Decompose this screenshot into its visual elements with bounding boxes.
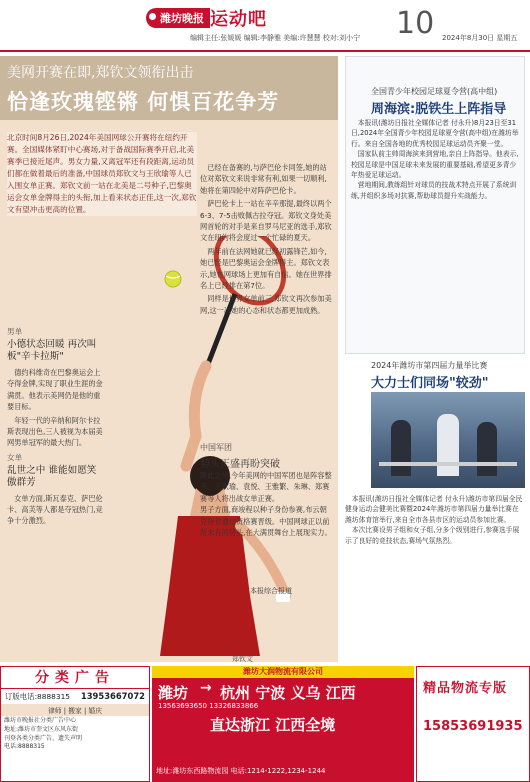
- paragraph: 本报讯(潍坊日报社全媒体记者 付永升)潍坊市第四届全民健身运动会健美比赛暨2024年潍坊市第四届力量举比赛在潍坊体育馆举行,来自全市各县市区的运动员参加比赛。: [345, 495, 523, 524]
- news-headline: 大力士们同场"较劲": [371, 376, 489, 391]
- feature-lede: 北京时间8月26日,2024年美国网球公开赛将在纽约开赛。全国媒体紧盯中心赛场,对于备战国际赛季开启,北美赛季已接近尾声。男女力量,又离冠军还有段距离,运动员们都在做着最后的准备,中国球员郑钦文与王欣瑜等人已入围女单正赛。郑钦文前一站在北美是二号种子,巴黎奥运会女单金牌得主的头衔,加上看来状态正佳,这一次,郑钦文有望冲击更高的位置。: [7, 133, 197, 214]
- special-ad-phone: 15853691935: [423, 719, 523, 734]
- person-figure: [477, 422, 497, 476]
- ad-line: 刊登各类分类广告、遗失声明: [4, 734, 83, 742]
- ad-address: 地址:潍坊东西路物流园 电话:1214-1222,1234-1244: [156, 767, 326, 775]
- destination-cities: 杭州 宁波 义乌 江西: [220, 684, 356, 702]
- section-tag: 女单: [7, 452, 23, 462]
- ad-line: 地址:潍坊市奎文区东风东街: [4, 725, 79, 733]
- hotline-label: 订版电话:8888315: [5, 692, 70, 701]
- feature-headline: 恰逢玫瑰铿锵 何惧百花争芳: [7, 90, 280, 114]
- special-ad-title: 精品物流专版: [423, 681, 508, 696]
- masthead: [0, 0, 530, 52]
- paragraph: 营地期间,教练组针对球员的技战术特点开展了系统训练,并组织多场对抗赛,帮助球员提升实战能力。: [351, 181, 517, 200]
- logistics-special-ad: [416, 666, 530, 782]
- issue-date: 2024年8月30日 星期五: [442, 34, 518, 42]
- paragraph: 同样是世界女单前三,郑钦文再次参加美网,这一次她的心态和状态都更加成熟。: [200, 294, 332, 315]
- origin-city: 潍坊: [158, 684, 189, 702]
- subsection-kicker: 中国军团: [200, 443, 232, 452]
- paragraph: 萨巴伦卡上一站在辛辛那提,最终以两个6-3、7-5击败佩古拉夺冠。郑钦文身处美网首轮的对手是来自罗马尼亚的选手,郑钦文在纽约将会度过一个忙碌的夏天。: [200, 199, 332, 243]
- ad-line: 电话:8888315: [4, 743, 45, 751]
- staff-credits: 编辑主任:张媛媛 编辑:李静雅 美编:许慧慧 校对:刘小宁: [190, 34, 361, 42]
- paragraph: 除此之外,今年美网的中国军团也是阵容整齐。王欣瑜、袁悦、王雅繁、朱琳、郑赛赛等人将出战女单正赛。: [200, 471, 332, 503]
- sub-headline: 乱世之中 谁能如愿笑傲群芳: [7, 464, 97, 488]
- ad-line: 潍坊市晚报社分类广告中心: [4, 717, 77, 724]
- feature-article: [0, 56, 338, 662]
- news-kicker: 全国青少年校园足球夏令营(高中组): [371, 87, 498, 96]
- headline-band: [0, 56, 338, 120]
- person-figure: [391, 420, 411, 476]
- sub-headline: 小德状态回暖 再次叫板"辛卡拉斯": [7, 339, 97, 363]
- news-headline: 周海滨:脱铁生上阵指导: [371, 102, 507, 117]
- classified-categories: 律师 | 搬家 | 婚庆: [1, 704, 149, 716]
- paragraph: 两年前在法网她就已经初露锋芒,如今,她已经是巴黎奥运会金牌得主。郑钦文表示,她在网球场上更加有自信。她在世界排名上已经排在第7位。: [200, 246, 332, 291]
- barbell: [379, 462, 517, 466]
- classified-ad: [0, 666, 150, 782]
- classified-hotline: [1, 689, 149, 704]
- subsection-title: 势头正盛再盼突破: [200, 459, 280, 470]
- hotline-mobile: 13953667072: [80, 691, 145, 701]
- company-name: 潍坊大润物流有限公司: [152, 666, 414, 678]
- brand-name: 潍坊晚报: [146, 8, 210, 28]
- news-body: [351, 118, 519, 201]
- article-column-1: [7, 326, 103, 529]
- classified-title: 分类广告: [1, 667, 149, 689]
- paragraph: 年轻一代的辛纳和阿尔卡拉斯表现出色,三人被视为本届美网男单冠军的最大热门。: [7, 416, 103, 448]
- section-tag: 男单: [7, 327, 23, 336]
- arrow-icon: →: [200, 680, 212, 696]
- news-kicker: 2024年潍坊市第四届力量举比赛: [371, 361, 488, 370]
- photo-caption: 郑钦文: [232, 655, 253, 662]
- news-body: [345, 494, 525, 546]
- reporter-credit: 本报综合报道: [250, 587, 292, 595]
- page-number: 10: [396, 6, 435, 41]
- right-column: [345, 56, 530, 662]
- paragraph: 已经在备赛的,与萨巴伦卡同签,她的站位对郑钦文来说非常有利,如果一切顺利,她将在第四轮中对阵萨巴伦卡。: [200, 163, 327, 195]
- paragraph: 女单方面,斯瓦泰克、萨巴伦卡、高芙等人都是夺冠热门,竞争十分激烈。: [7, 493, 103, 526]
- feature-kicker: 美网开赛在即,郑钦文领衔出击: [7, 65, 194, 81]
- logistics-ad: [152, 666, 414, 782]
- paragraph: 德约科维奇在巴黎奥运会上夺得金牌,实现了职业生涯的金满贯。他表示美网仍是他的重要目标。: [7, 368, 103, 411]
- paragraph: 本报讯(潍坊日报社全媒体记者 付永升)8月23日至31日,2024年全国青少年校园足球夏令营(高中组)在潍坊举行。来自全国各地的优秀校园足球运动员齐聚一堂。: [351, 119, 519, 148]
- paragraph: 国家队前主帅周海滨来到营地,亲自上阵指导。他表示,校园足球是中国足球未来发展的重要基础,希望更多青少年热爱足球运动。: [351, 150, 519, 180]
- newspaper-logo: [146, 6, 278, 28]
- person-figure: [437, 414, 459, 476]
- paragraph: 本次比赛设男子组和女子组,分多个级别进行,参赛选手展示了良好的竞技状态,赛场气氛热烈。: [345, 526, 520, 545]
- classified-text: [1, 716, 149, 753]
- article-column-2: [200, 162, 332, 318]
- ad-slogan: 直达浙江 江西全境: [210, 716, 336, 734]
- weightlifting-photo: [371, 392, 525, 488]
- article-column-2b: [200, 470, 332, 538]
- section-title: 运动吧: [210, 9, 267, 30]
- paragraph: 男子方面,商竣程以种子身份参赛,布云朝克特也通过资格赛晋级。中国网球正以前所未有的势头,在大满贯舞台上展现实力。: [200, 505, 332, 538]
- ad-phones: 13563693650 13326833866: [158, 702, 259, 710]
- subsection-heading: [200, 442, 332, 470]
